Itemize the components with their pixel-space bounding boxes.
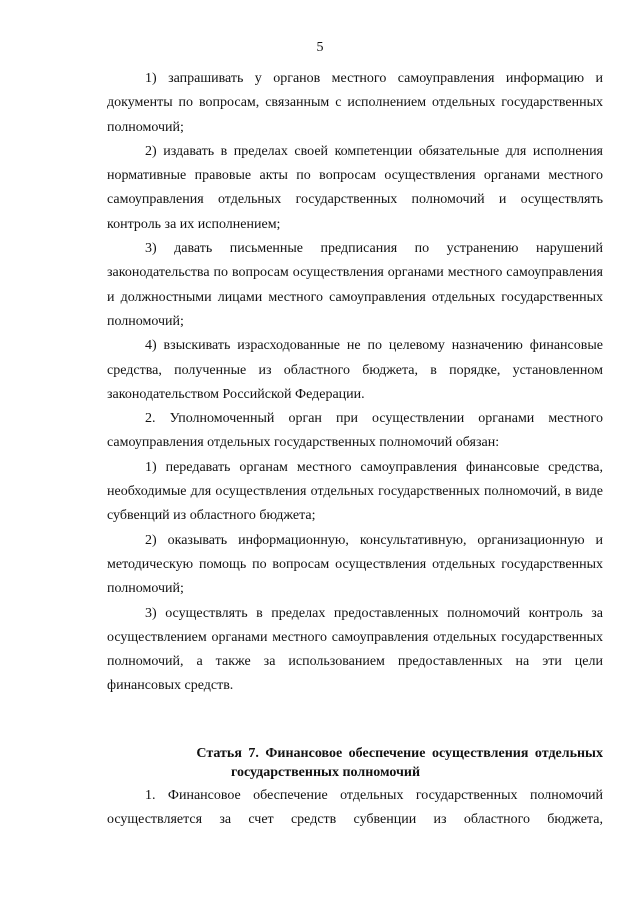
article-7-heading-line-1: Статья 7. Финансовое обеспечение осуществления отдельных <box>196 746 603 761</box>
paragraph-2-provide-assistance: 2) оказывать информационную, консультативную, организационную и методическую помощь по вопросам осуществления отдельных государственных полномочий; <box>107 532 603 597</box>
paragraph-2-issue-acts: 2) издавать в пределах своей компетенции обязательные для исполнения нормативные правовые акты по вопросам осуществления органами местного самоуправления отдельных государственных полномочий и осуществлять контроль за их исполнением; <box>107 143 603 232</box>
paragraph-1-transfer-funds: 1) передавать органам местного самоуправления финансовые средства, необходимые для осуществления отдельных государственных полномочий, в виде субвенций из областного бюджета; <box>107 459 603 524</box>
paragraph-1-request-information: 1) запрашивать у органов местного самоуправления информацию и документы по вопросам, связанным с исполнением отдельных государственных полномочий; <box>107 71 603 135</box>
page-number: 5 <box>316 40 324 55</box>
paragraph-4-recover-funds: 4) взыскивать израсходованные не по целевому назначению финансовые средства, полученные из областного бюджета, в порядке, установленном законодательством Российской Федерации. <box>107 338 603 402</box>
article-7-heading-line-2: государственных полномочий <box>231 765 421 780</box>
article-7-heading <box>107 744 603 782</box>
paragraph-3-written-orders: 3) давать письменные предписания по устранению нарушений законодательства по вопросам осуществления органами местного самоуправления и должностными лицами местного самоуправления отдельных государственных полномочий; <box>107 241 603 329</box>
article-6-continuation <box>107 67 603 699</box>
article-7-body <box>107 784 603 833</box>
paragraph-3-exercise-control: 3) осуществлять в пределах предоставленных полномочий контроль за осуществлением органами местного самоуправления отдельных государственных полномочий, а также за использованием предоставленных на эти цели финансовых средств. <box>107 605 603 694</box>
paragraph-authority-obligations: 2. Уполномоченный орган при осуществлении органами местного самоуправления отдельных государственных полномочий обязан: <box>107 411 603 451</box>
paragraph-financial-support: 1. Финансовое обеспечение отдельных государственных полномочий осуществляется за счет средств субвенции из областного бюджета, <box>107 788 603 828</box>
